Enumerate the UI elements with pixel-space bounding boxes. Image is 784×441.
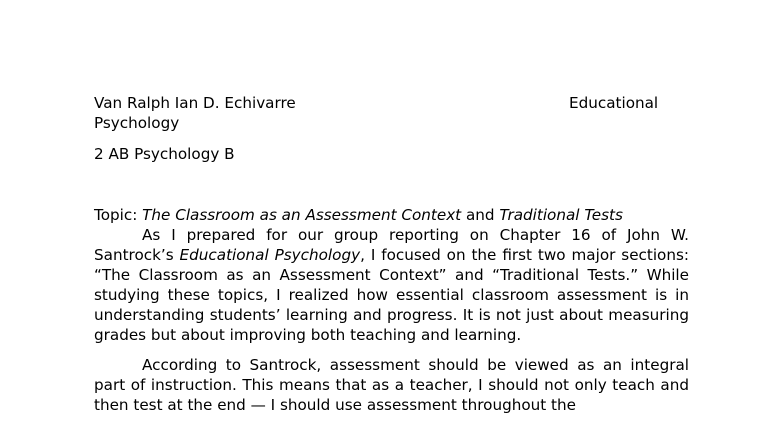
topic-connector: and — [461, 206, 500, 224]
author-name: Van Ralph Ian D. Echivarre — [94, 94, 296, 112]
header-line — [94, 93, 689, 113]
paragraph-2: According to Santrock, assessment should be viewed as an integral part of instruction. This means that as a teacher, I should not only teach and then test at the end — I should use assessment throughout the — [94, 356, 689, 414]
paragraph-1-intro: As I prepared for our group reporting on Chapter 16 of John W. Santrock’s — [94, 226, 689, 264]
book-title: Educational Psychology — [179, 246, 361, 264]
class-section: 2 AB Psychology B — [94, 145, 235, 163]
subject-label: Educational — [569, 94, 659, 112]
topic-line — [94, 205, 689, 225]
topic-title-1: The Classroom as an Assessment Context — [142, 206, 462, 224]
topic-title-2: Traditional Tests — [499, 206, 623, 224]
paragraph-1 — [94, 225, 689, 345]
subject-continuation: Psychology — [94, 114, 180, 132]
topic-label: Topic: — [94, 206, 143, 224]
document-body — [94, 93, 689, 415]
paragraph-1-rest: , I focused on the first two major sections: “The Classroom as an Assessment Context” and “Traditional Tests.” While studying these topics, I realized how essential classroom assessment is in understanding students’ learning and progress. It is not just about measuring grades but about improving both teaching and learning. — [94, 246, 690, 344]
